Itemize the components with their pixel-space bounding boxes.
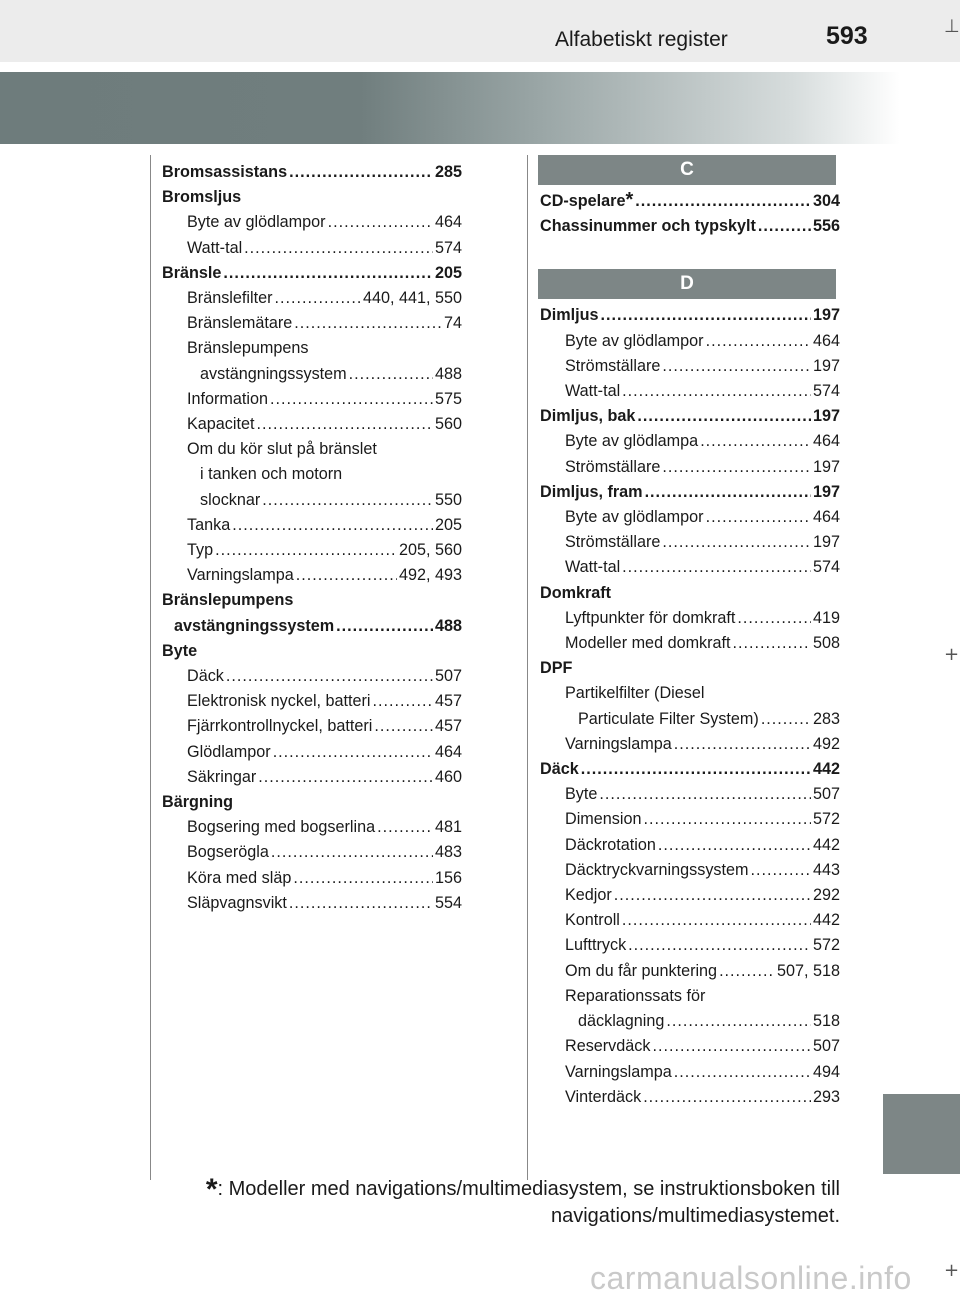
dot-leader	[294, 311, 442, 336]
index-entry	[540, 555, 840, 580]
crop-mark-icon: ⊥	[944, 16, 960, 37]
section-entries	[540, 185, 840, 239]
dot-leader	[662, 455, 811, 480]
index-entry-page: 507, 518	[776, 961, 840, 980]
index-entry-page: 197	[812, 356, 840, 375]
index-entry-term: Strömställare	[565, 356, 661, 375]
index-entry-page: 574	[812, 382, 840, 401]
index-entry	[540, 480, 840, 505]
dot-leader	[262, 488, 433, 513]
index-entry	[540, 858, 840, 883]
dot-leader	[215, 538, 397, 563]
index-entry-page: 550	[434, 490, 462, 509]
index-column-left	[162, 160, 462, 916]
index-entry-page: 197	[812, 482, 840, 501]
index-entry	[162, 815, 462, 840]
dot-leader	[257, 412, 433, 437]
index-entry-page: 560	[434, 415, 462, 434]
index-entry	[540, 631, 840, 656]
index-entry-term: Reparationssats för	[565, 986, 706, 1005]
index-entry	[540, 732, 840, 757]
index-entry	[162, 840, 462, 865]
index-entry-page: 488	[434, 616, 462, 635]
index-entry	[162, 588, 462, 613]
index-entry-term: Bogserögla	[187, 843, 269, 862]
index-entry	[162, 866, 462, 891]
column-divider-middle	[527, 155, 528, 1180]
dot-leader	[637, 404, 811, 429]
dot-leader	[374, 714, 433, 739]
index-entry-term: Particulate Filter System)	[578, 709, 759, 728]
index-entry-term: Elektronisk nyckel, batteri	[187, 692, 371, 711]
dot-leader	[706, 329, 811, 354]
dot-leader	[643, 807, 811, 832]
index-entry	[162, 210, 462, 235]
index-entry-page: 483	[434, 843, 462, 862]
dot-leader	[719, 959, 775, 984]
index-entry-term: avstängningssystem	[200, 364, 347, 383]
dot-leader	[635, 189, 811, 214]
crop-mark-icon: +	[944, 644, 960, 665]
dot-leader	[226, 664, 433, 689]
index-entry	[162, 387, 462, 412]
page-title: Alfabetiskt register	[555, 28, 728, 51]
dot-leader	[643, 1085, 811, 1110]
index-entry-page: 457	[434, 717, 462, 736]
index-entry-term: Köra med släp	[187, 868, 292, 887]
index-entry-page: 460	[434, 767, 462, 786]
watermark: carmanualsonline.info	[590, 1260, 912, 1296]
footnote-marker: *	[205, 1173, 218, 1206]
index-entry-term: Watt-tal	[187, 238, 243, 257]
dot-leader	[628, 933, 811, 958]
dot-leader	[349, 362, 433, 387]
index-entry-page: 156	[434, 868, 462, 887]
index-entry-page: 283	[812, 709, 840, 728]
dot-leader	[289, 891, 433, 916]
index-entry	[540, 707, 840, 732]
index-entry-page: 507	[812, 785, 840, 804]
dot-leader	[328, 210, 433, 235]
index-entry	[162, 664, 462, 689]
index-entry: CD-spelare * ..... 304	[540, 189, 840, 214]
index-entry-page: 457	[434, 692, 462, 711]
dot-leader	[658, 833, 811, 858]
index-entry	[162, 185, 462, 210]
index-entry-page: 74	[443, 314, 462, 333]
index-entry-term: Bärgning	[162, 793, 234, 812]
index-entry-term: Kapacitet	[187, 415, 255, 434]
index-entry-term: Varningslampa	[187, 566, 294, 585]
index-entry	[540, 455, 840, 480]
dot-leader	[674, 1060, 811, 1085]
index-entry-term: Däckrotation	[565, 835, 656, 854]
index-entry	[540, 656, 840, 681]
index-entry	[540, 681, 840, 706]
index-entry-term: Bränslemätare	[187, 314, 293, 333]
section-letter-header: C	[538, 155, 836, 185]
index-entry-page: 442	[812, 760, 840, 779]
dot-leader	[600, 303, 811, 328]
dot-leader	[296, 563, 397, 588]
index-entry-page: 464	[434, 213, 462, 232]
index-entry-page: 197	[812, 407, 840, 426]
index-entry-page: 494	[812, 1062, 840, 1081]
index-entry-term: avstängningssystem	[174, 616, 335, 635]
section-entries	[540, 299, 840, 1110]
index-entry	[162, 311, 462, 336]
index-entry-page: 205, 560	[398, 541, 462, 560]
index-entry	[162, 437, 462, 462]
dot-leader	[622, 908, 811, 933]
index-entry	[540, 959, 840, 984]
index-entry-term: Typ	[187, 541, 214, 560]
index-entry	[162, 362, 462, 387]
index-entry-term: slocknar	[200, 490, 261, 509]
dot-leader	[662, 354, 811, 379]
index-entry-page: 419	[812, 608, 840, 627]
index-entry-page: 554	[434, 893, 462, 912]
dot-leader	[271, 840, 433, 865]
index-entry	[162, 488, 462, 513]
dot-leader	[599, 782, 811, 807]
index-entry-page: 575	[434, 389, 462, 408]
index-entry-term: Dimljus	[540, 306, 599, 325]
index-entry-term: Säkringar	[187, 767, 257, 786]
index-entry-term: Fjärrkontrollnyckel, batteri	[187, 717, 373, 736]
index-entry-term: Däcktryckvarningssystem	[565, 860, 749, 879]
index-entry-page: 572	[812, 936, 840, 955]
index-entry-term: Byte av glödlampor	[565, 508, 704, 527]
index-entry-page: 464	[812, 432, 840, 451]
index-entry-term: Dimljus, bak	[540, 407, 636, 426]
footnote	[180, 1173, 840, 1230]
index-entry	[162, 765, 462, 790]
index-entry	[540, 883, 840, 908]
dot-leader	[761, 707, 811, 732]
dot-leader	[674, 732, 811, 757]
index-entry-term: Domkraft	[540, 583, 612, 602]
index-entry	[162, 891, 462, 916]
index-entry-term: Chassinummer och typskylt	[540, 217, 756, 236]
dot-leader	[614, 883, 811, 908]
index-entry-term: Byte	[162, 641, 198, 660]
index-entry	[540, 606, 840, 631]
index-entry	[540, 530, 840, 555]
dot-leader	[662, 530, 811, 555]
index-entry-page: 285	[434, 163, 462, 181]
dot-leader	[258, 765, 433, 790]
index-entry	[162, 462, 462, 487]
index-entry-term: Information	[187, 389, 268, 408]
header-banner	[0, 72, 900, 144]
index-entry-term: Kontroll	[565, 911, 620, 930]
dot-leader	[270, 387, 433, 412]
index-entry	[540, 833, 840, 858]
index-entry	[540, 908, 840, 933]
index-entry-page: 197	[812, 306, 840, 325]
page-number: 593	[826, 22, 868, 50]
index-entry-page: 442	[812, 835, 840, 854]
index-entry	[540, 1085, 840, 1110]
index-entry	[162, 614, 462, 639]
index-entry-page: 197	[812, 457, 840, 476]
index-entry-term: Tanka	[187, 515, 231, 534]
dot-leader	[293, 866, 433, 891]
dot-leader	[706, 505, 811, 530]
dot-leader	[274, 286, 361, 311]
dot-leader	[700, 429, 811, 454]
dot-leader	[377, 815, 433, 840]
index-entry	[540, 429, 840, 454]
index-entry-term: Släpvagnsvikt	[187, 893, 287, 912]
index-entry-term: Kedjor	[565, 886, 612, 905]
index-entry	[540, 404, 840, 429]
index-entry	[540, 1009, 840, 1034]
index-entry	[540, 329, 840, 354]
dot-leader	[652, 1034, 811, 1059]
index-column-right	[540, 155, 840, 1110]
index-entry	[540, 1034, 840, 1059]
dot-leader	[223, 261, 433, 286]
index-entry-page: 481	[434, 818, 462, 837]
index-entry-page: 293	[812, 1087, 840, 1106]
index-entry-term: Strömställare	[565, 457, 661, 476]
index-entry	[162, 412, 462, 437]
index-entry-term: Watt-tal	[565, 382, 621, 401]
index-entry	[540, 782, 840, 807]
index-entry-term: Modeller med domkraft	[565, 634, 731, 653]
page-header-bar	[0, 0, 960, 62]
index-entry-term: Om du kör slut på bränslet	[187, 440, 377, 459]
index-entry	[540, 807, 840, 832]
index-entry	[162, 740, 462, 765]
dot-leader	[581, 757, 811, 782]
index-entry-term: Byte av glödlampor	[187, 213, 326, 232]
index-entry	[162, 563, 462, 588]
index-entry-page: 507	[434, 667, 462, 686]
index-entry-term: Partikelfilter (Diesel	[565, 684, 705, 703]
index-entry-term: Dimljus, fram	[540, 482, 643, 501]
index-entry-page: 492	[812, 734, 840, 753]
index-entry-page: 572	[812, 810, 840, 829]
index-entry	[162, 790, 462, 815]
footnote-line-2: navigations/multimediasystemet.	[550, 1205, 840, 1227]
index-entry-term: Byte av glödlampa	[565, 432, 699, 451]
index-entry-page: 574	[434, 238, 462, 257]
index-entry-term: Lyftpunkter för domkraft	[565, 608, 736, 627]
index-entry-page: 488	[434, 364, 462, 383]
index-entry-term: Lufttryck	[565, 936, 627, 955]
index-entry-page: 440, 441, 550	[362, 289, 462, 308]
dot-leader	[737, 606, 811, 631]
index-entry-page: 492, 493	[398, 566, 462, 585]
index-entry-page: 442	[812, 911, 840, 930]
index-entry-page: 197	[812, 533, 840, 552]
column-divider-left	[150, 155, 151, 1180]
index-entry-page: 508	[812, 634, 840, 653]
chapter-tab	[883, 1094, 960, 1174]
index-entry-page: 464	[812, 331, 840, 350]
index-entry-term: Glödlampor	[187, 742, 271, 761]
index-entry	[540, 379, 840, 404]
index-entry-term: CD-spelare	[540, 192, 626, 210]
index-entry-page: 574	[812, 558, 840, 577]
index-entry-page: 556	[812, 217, 840, 236]
index-entry	[162, 639, 462, 664]
index-entry-term: Bränslepumpens	[162, 591, 294, 610]
index-entry-page: 292	[812, 886, 840, 905]
index-entry-term: Byte	[565, 785, 598, 804]
dot-leader	[758, 214, 811, 239]
index-entry	[540, 581, 840, 606]
index-entry	[540, 757, 840, 782]
index-entry	[540, 505, 840, 530]
index-entry-term: Byte av glödlampor	[565, 331, 704, 350]
index-entry-term: Varningslampa	[565, 1062, 672, 1081]
dot-leader	[232, 513, 433, 538]
index-entry	[540, 1060, 840, 1085]
index-entry-term: Vinterdäck	[565, 1087, 642, 1106]
index-entry	[540, 984, 840, 1009]
index-entry-page: 304	[812, 192, 840, 210]
index-entry	[162, 261, 462, 286]
index-entry	[540, 933, 840, 958]
index-entry	[162, 689, 462, 714]
dot-leader	[373, 689, 433, 714]
dot-leader	[244, 236, 433, 261]
index-entry	[162, 513, 462, 538]
index-entry	[540, 214, 840, 239]
index-entry-term: Däck	[187, 667, 224, 686]
index-entry-page: 464	[812, 508, 840, 527]
index-entry-term: däcklagning	[578, 1012, 665, 1031]
index-entry-page: 518	[812, 1012, 840, 1031]
index-entry	[162, 714, 462, 739]
index-entry	[162, 538, 462, 563]
dot-leader	[622, 379, 811, 404]
index-entry-term: Bränslepumpens	[187, 339, 309, 358]
index-entry-term: i tanken och motorn	[200, 465, 343, 484]
index-entry-term: Bogsering med bogserlina	[187, 818, 376, 837]
index-entry-term: Watt-tal	[565, 558, 621, 577]
index-entry-page: 507	[812, 1037, 840, 1056]
index-entry-page: 205	[434, 263, 462, 282]
dot-leader	[733, 631, 811, 656]
index-entry	[162, 236, 462, 261]
dot-leader	[289, 160, 433, 185]
index-entry-page: 464	[434, 742, 462, 761]
index-entry-term: Dimension	[565, 810, 642, 829]
index-entry	[162, 336, 462, 361]
index-entry	[162, 160, 462, 185]
index-entry-term: Om du får punktering	[565, 961, 718, 980]
index-entry-term: Reservdäck	[565, 1037, 651, 1056]
index-entry	[540, 354, 840, 379]
crop-mark-icon: +	[944, 1260, 960, 1281]
index-entry-page: 205	[434, 515, 462, 534]
index-entry-term: Bromsassistans	[162, 163, 288, 181]
index-entry-term: Varningslampa	[565, 734, 672, 753]
dot-leader	[666, 1009, 811, 1034]
index-entry-term: Bromsljus	[162, 188, 242, 207]
section-letter-header: D	[538, 269, 836, 299]
index-entry-term: Bränsle	[162, 263, 222, 282]
dot-leader	[622, 555, 811, 580]
dot-leader	[751, 858, 811, 883]
dot-leader	[336, 614, 433, 639]
index-entry-page: 443	[812, 860, 840, 879]
footnote-line-1: : Modeller med navigations/multimediasystem, se instruktionsboken till	[217, 1178, 840, 1200]
dot-leader	[273, 740, 433, 765]
index-entry-term: DPF	[540, 659, 573, 678]
index-entry-term: Strömställare	[565, 533, 661, 552]
index-entry-term: Bränslefilter	[187, 289, 273, 308]
index-entry	[162, 286, 462, 311]
dot-leader	[645, 480, 811, 505]
index-entry-term: Däck	[540, 760, 579, 779]
index-entry	[540, 303, 840, 328]
